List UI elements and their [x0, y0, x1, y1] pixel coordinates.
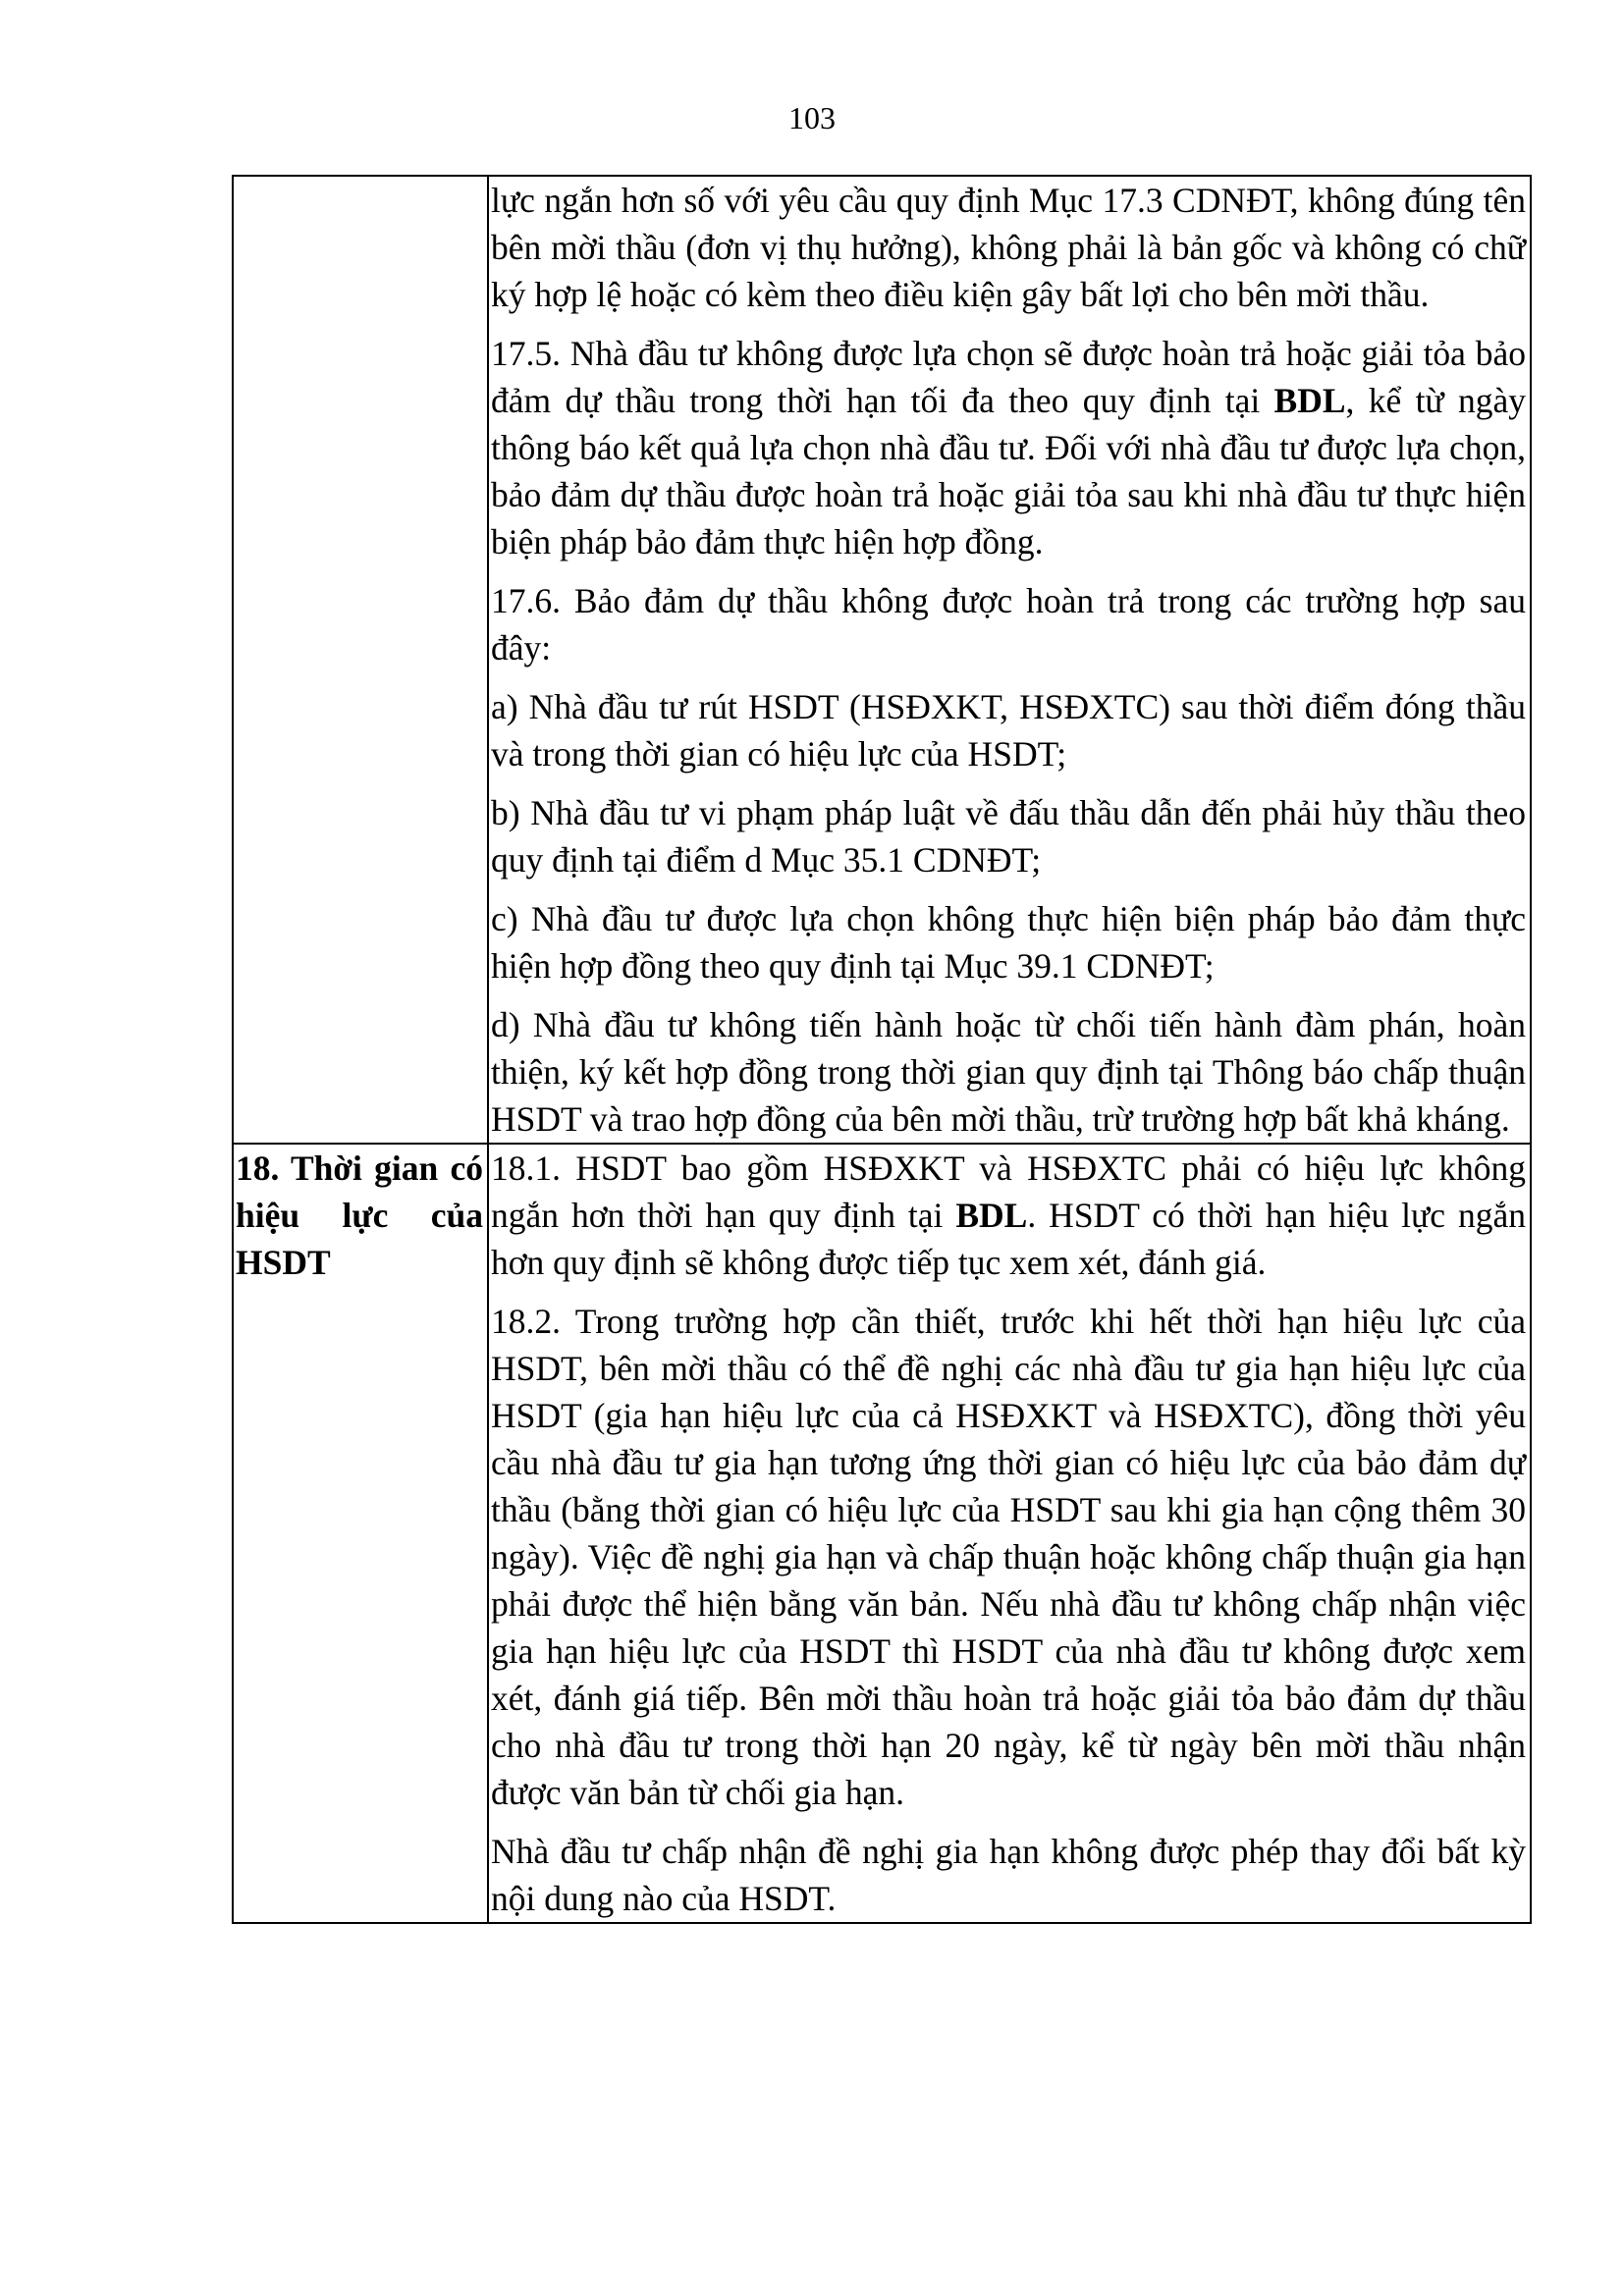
section-title: 18. Thời gian có hiệu lực của HSDT [236, 1148, 483, 1282]
paragraph-text: c) Nhà đầu tư được lựa chọn không thực hiện biện pháp bảo đảm thực hiện hợp đồng theo quy định tại Mục 39.1 CDNĐT; [491, 899, 1526, 986]
paragraph-17-6-d [491, 1001, 1526, 1143]
section-title-cell [233, 1144, 488, 1923]
paragraph-18-3 [491, 1828, 1526, 1922]
paragraph-text: . HSDT có thời hạn hiệu lực ngắn hơn quy định sẽ không được tiếp tục xem xét, đánh giá. [491, 1196, 1526, 1282]
paragraph-text: b) Nhà đầu tư vi phạm pháp luật về đấu thầu dẫn đến phải hủy thầu theo quy định tại điểm d Mục 35.1 CDNĐT; [491, 793, 1526, 880]
paragraph-text: 18.1. HSDT bao gồm HSĐXKT và HSĐXTC phải có hiệu lực không ngắn hơn thời hạn quy định tại [491, 1148, 1526, 1235]
content-cell [488, 176, 1531, 1144]
paragraph-17-6-b [491, 789, 1526, 883]
paragraph-text: lực ngắn hơn số với yêu cầu quy định Mục 17.3 CDNĐT, không đúng tên bên mời thầu (đơn vị thụ hưởng), không phải là bản gốc và không có chữ ký hợp lệ hoặc có kèm theo điều kiện gây bất lợi cho bên mời thầu. [491, 181, 1526, 314]
paragraph-text: , kể từ ngày thông báo kết quả lựa chọn nhà đầu tư. Đối với nhà đầu tư được lựa chọn, bảo đảm dự thầu được hoàn trả hoặc giải tỏa sau khi nhà đầu tư thực hiện biện pháp bảo đảm thực hiện hợp đồng. [491, 381, 1526, 561]
paragraph-text: 17.5. Nhà đầu tư không được lựa chọn sẽ được hoàn trả hoặc giải tỏa bảo đảm dự thầu trong thời hạn tối đa theo quy định tại [491, 334, 1526, 420]
table-row [233, 1144, 1531, 1923]
page-number: 103 [788, 100, 836, 135]
paragraph-text: 18.2. Trong trường hợp cần thiết, trước khi hết thời hạn hiệu lực của HSDT, bên mời thầu có thể đề nghị các nhà đầu tư gia hạn hiệu lực của HSDT (gia hạn hiệu lực của cả HSĐXKT và HSĐXTC), đồng thời yêu cầu nhà đầu tư gia hạn tương ứng thời gian có hiệu lực của bảo đảm dự thầu (bằng thời gian có hiệu lực của HSDT sau khi gia hạn cộng thêm 30 ngày). Việc đề nghị gia hạn và chấp thuận hoặc không chấp thuận gia hạn phải được thể hiện bằng văn bản. Nếu nhà đầu tư không chấp nhận việc gia hạn hiệu lực của HSDT thì HSDT của nhà đầu tư không được xem xét, đánh giá tiếp. Bên mời thầu hoàn trả hoặc giải tỏa bảo đảm dự thầu cho nhà đầu tư trong thời hạn 20 ngày, kể từ ngày bên mời thầu nhận được văn bản từ chối gia hạn. [491, 1302, 1526, 1812]
section-title-cell [233, 176, 488, 1144]
paragraph-18-2 [491, 1298, 1526, 1816]
paragraph-text: Nhà đầu tư chấp nhận đề nghị gia hạn không được phép thay đổi bất kỳ nội dung nào của HSDT. [491, 1832, 1526, 1918]
bdl-reference: BDL [955, 1196, 1028, 1235]
paragraph-18-1 [491, 1145, 1526, 1286]
paragraph-17-6-a [491, 683, 1526, 777]
paragraph-text: a) Nhà đầu tư rút HSDT (HSĐXKT, HSĐXTC) sau thời điểm đóng thầu và trong thời gian có hiệu lực của HSDT; [491, 687, 1526, 774]
table-row [233, 176, 1531, 1144]
bdl-reference: BDL [1273, 381, 1346, 420]
paragraph-17-5 [491, 330, 1526, 565]
content-cell [488, 1144, 1531, 1923]
paragraph-17-6 [491, 577, 1526, 671]
paragraph-17-4-cont [491, 177, 1526, 318]
instructions-table [232, 175, 1532, 1924]
paragraph-text: d) Nhà đầu tư không tiến hành hoặc từ chối tiến hành đàm phán, hoàn thiện, ký kết hợp đồng trong thời gian quy định tại Thông báo chấp thuận HSDT và trao hợp đồng của bên mời thầu, trừ trường hợp bất khả kháng. [491, 1005, 1526, 1139]
paragraph-17-6-c [491, 895, 1526, 989]
paragraph-text: 17.6. Bảo đảm dự thầu không được hoàn trả trong các trường hợp sau đây: [491, 581, 1526, 667]
